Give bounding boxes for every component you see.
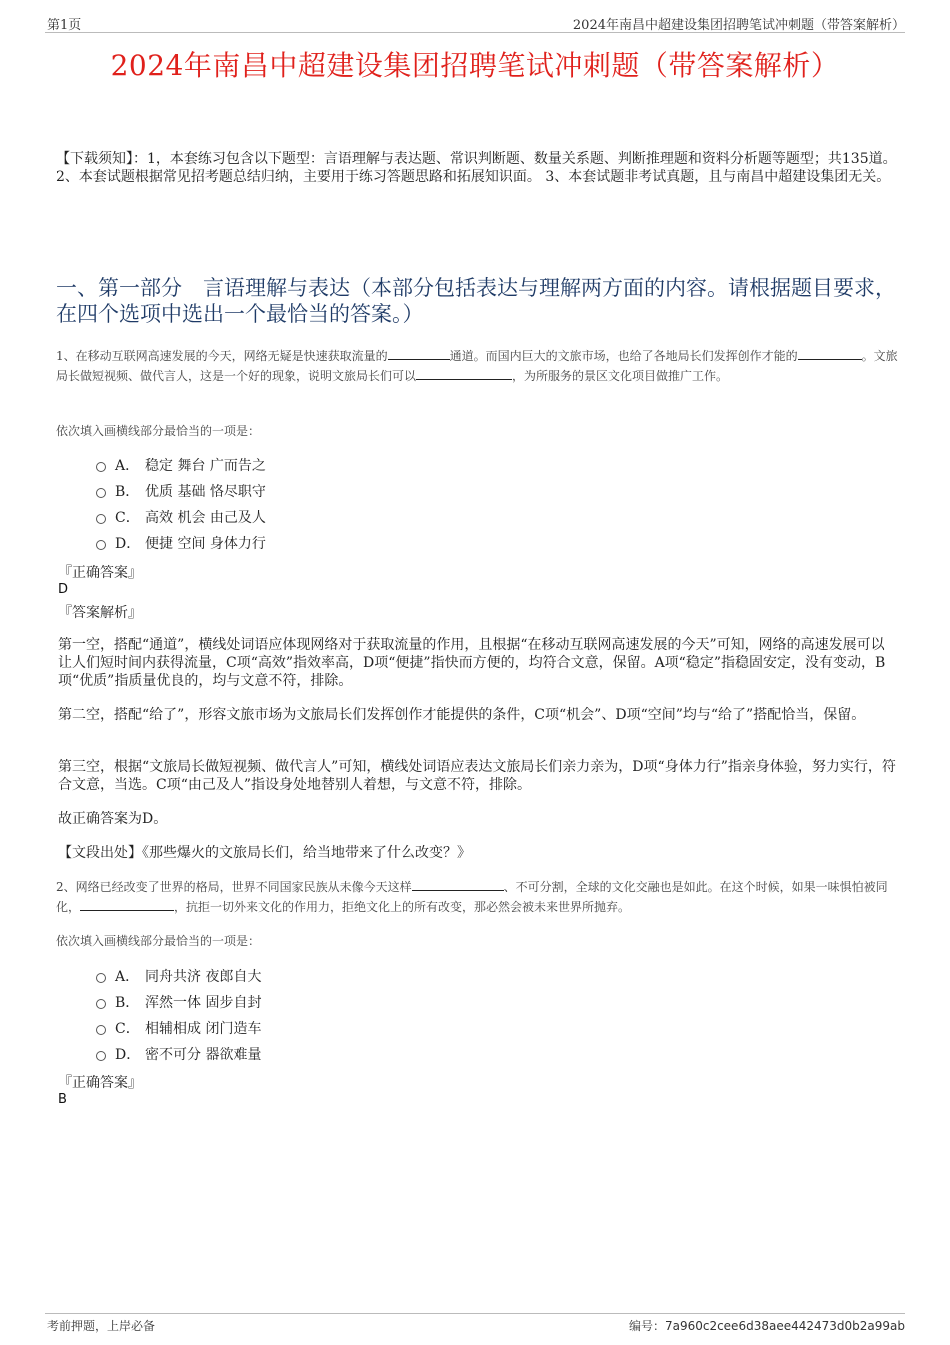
answer-value: B bbox=[58, 1092, 67, 1107]
radio-icon[interactable] bbox=[96, 540, 106, 550]
answer-value: D bbox=[58, 582, 69, 597]
analysis-label: 『答案解析』 bbox=[58, 605, 142, 621]
question-1-options bbox=[96, 452, 266, 556]
radio-icon[interactable] bbox=[96, 462, 106, 472]
radio-icon[interactable] bbox=[96, 1025, 106, 1035]
option-text: 稳定 舞台 广而告之 bbox=[145, 458, 266, 474]
option-letter: B． bbox=[115, 484, 140, 500]
question-2-options bbox=[96, 963, 261, 1067]
option-b[interactable] bbox=[96, 478, 266, 504]
question-2-text bbox=[56, 877, 898, 917]
q2-text-part: 2、网络已经改变了世界的格局，世界不同国家民族从未像今天这样 bbox=[56, 880, 412, 894]
option-letter: C． bbox=[115, 510, 140, 526]
document-title: 2024年南昌中超建设集团招聘笔试冲刺题（带答案解析） bbox=[110, 49, 840, 82]
q1-text-part: 。文旅局长做短视频、做代言人，这是一个好的现象，说明文旅局长们可以 bbox=[56, 349, 898, 383]
option-letter: D． bbox=[115, 1047, 141, 1063]
answer-label: 『正确答案』 bbox=[58, 565, 142, 581]
q1-text-part: 通道。而国内巨大的文旅市场，也给了各地局长们发挥创作才能的 bbox=[449, 349, 798, 363]
page-footer bbox=[45, 1313, 905, 1334]
q2-blank-1 bbox=[412, 878, 504, 891]
page-header bbox=[45, 12, 905, 33]
footer-code-value: 7a960c2cee6d38aee442473d0b2a99ab bbox=[664, 1319, 905, 1333]
header-doc-title: 2024年南昌中超建设集团招聘笔试冲刺题（带答案解析） bbox=[572, 18, 905, 33]
question-2-instruction: 依次填入画横线部分最恰当的一项是： bbox=[56, 934, 261, 948]
analysis-paragraph: 第二空，搭配“给了”，形容文旅市场为文旅局长们发挥创作才能提供的条件，C项“机会”、D项“空间”均与“给了”搭配恰当，保留。 bbox=[58, 707, 866, 723]
option-letter: C． bbox=[115, 1021, 140, 1037]
radio-icon[interactable] bbox=[96, 999, 106, 1009]
passage-source: 【文段出处】《那些爆火的文旅局长们，给当地带来了什么改变？》 bbox=[58, 845, 471, 861]
option-letter: D． bbox=[115, 536, 141, 552]
section-title: 一、第一部分 言语理解与表达（本部分包括表达与理解两方面的内容。请根据题目要求，在四个选项中选出一个最恰当的答案。） bbox=[56, 276, 896, 326]
option-text: 便捷 空间 身体力行 bbox=[145, 536, 266, 552]
q2-text-part: 、不可分割，全球的文化交融也是如此。在这个时候，如果一味惧怕被同化， bbox=[56, 880, 888, 914]
q1-text-part: ，为所服务的景区文化项目做推广工作。 bbox=[512, 369, 729, 383]
option-letter: A． bbox=[115, 458, 140, 474]
option-d[interactable] bbox=[96, 530, 266, 556]
radio-icon[interactable] bbox=[96, 973, 106, 983]
option-b[interactable] bbox=[96, 989, 261, 1015]
analysis-paragraph: 第三空，根据“文旅局长做短视频、做代言人”可知，横线处词语应表达文旅局长们亲力亲为，D项“身体力行”指亲身体验，努力实行，符合文意，当选。C项“由己及人”指设身处地替别人着想，与文意不符，排除。 bbox=[58, 759, 896, 793]
option-text: 高效 机会 由己及人 bbox=[145, 510, 266, 526]
q2-blank-2 bbox=[80, 898, 174, 911]
radio-icon[interactable] bbox=[96, 514, 106, 524]
page-number: 第1页 bbox=[47, 18, 82, 33]
option-text: 浑然一体 固步自封 bbox=[145, 995, 262, 1011]
footer-code bbox=[629, 1317, 905, 1334]
answer-label: 『正确答案』 bbox=[58, 1075, 142, 1091]
analysis-conclusion: 故正确答案为D。 bbox=[58, 811, 168, 827]
option-a[interactable] bbox=[96, 963, 261, 989]
q1-blank-3 bbox=[416, 367, 512, 380]
option-text: 相辅相成 闭门造车 bbox=[145, 1021, 262, 1037]
question-1-text bbox=[56, 346, 898, 386]
option-letter: A． bbox=[115, 969, 140, 985]
question-1-instruction: 依次填入画横线部分最恰当的一项是： bbox=[56, 424, 261, 438]
footer-code-label: 编号： bbox=[628, 1319, 665, 1333]
option-c[interactable] bbox=[96, 1015, 261, 1041]
option-text: 优质 基础 恪尽职守 bbox=[145, 484, 266, 500]
q1-blank-2 bbox=[798, 347, 862, 360]
option-text: 密不可分 器欲难量 bbox=[145, 1047, 262, 1063]
radio-icon[interactable] bbox=[96, 1051, 106, 1061]
q1-blank-1 bbox=[388, 347, 450, 360]
download-notice: 【下载须知】：1，本套练习包含以下题型：言语理解与表达题、常识判断题、数量关系题、判断推理题和资料分析题等题型；共135道。 2、本套试题根据常见招考题总结归纳，主要用于练习答题思路和拓展知识面。 3、本套试题非考试真题，且与南昌中超建设集团无关。 bbox=[56, 151, 897, 185]
footer-slogan: 考前押题，上岸必备 bbox=[47, 1319, 156, 1333]
option-text: 同舟共济 夜郎自大 bbox=[145, 969, 262, 985]
radio-icon[interactable] bbox=[96, 488, 106, 498]
q1-text-part: 1、在移动互联网高速发展的今天，网络无疑是快速获取流量的 bbox=[56, 349, 388, 363]
option-letter: B． bbox=[115, 995, 140, 1011]
analysis-paragraph: 第一空，搭配“通道”，横线处词语应体现网络对于获取流量的作用，且根据“在移动互联网高速发展的今天”可知，网络的高速发展可以让人们短时间内获得流量，C项“高效”指效率高，D项“便捷”指快而方便的，均符合文意，保留。A项“稳定”指稳固安定，没有变动，B项“优质”指质量优良的，均与文意不符，排除。 bbox=[58, 637, 886, 689]
option-c[interactable] bbox=[96, 504, 266, 530]
option-d[interactable] bbox=[96, 1041, 261, 1067]
q2-text-part: ，抗拒一切外来文化的作用力，拒绝文化上的所有改变，那必然会被未来世界所抛弃。 bbox=[174, 900, 631, 914]
option-a[interactable] bbox=[96, 452, 266, 478]
